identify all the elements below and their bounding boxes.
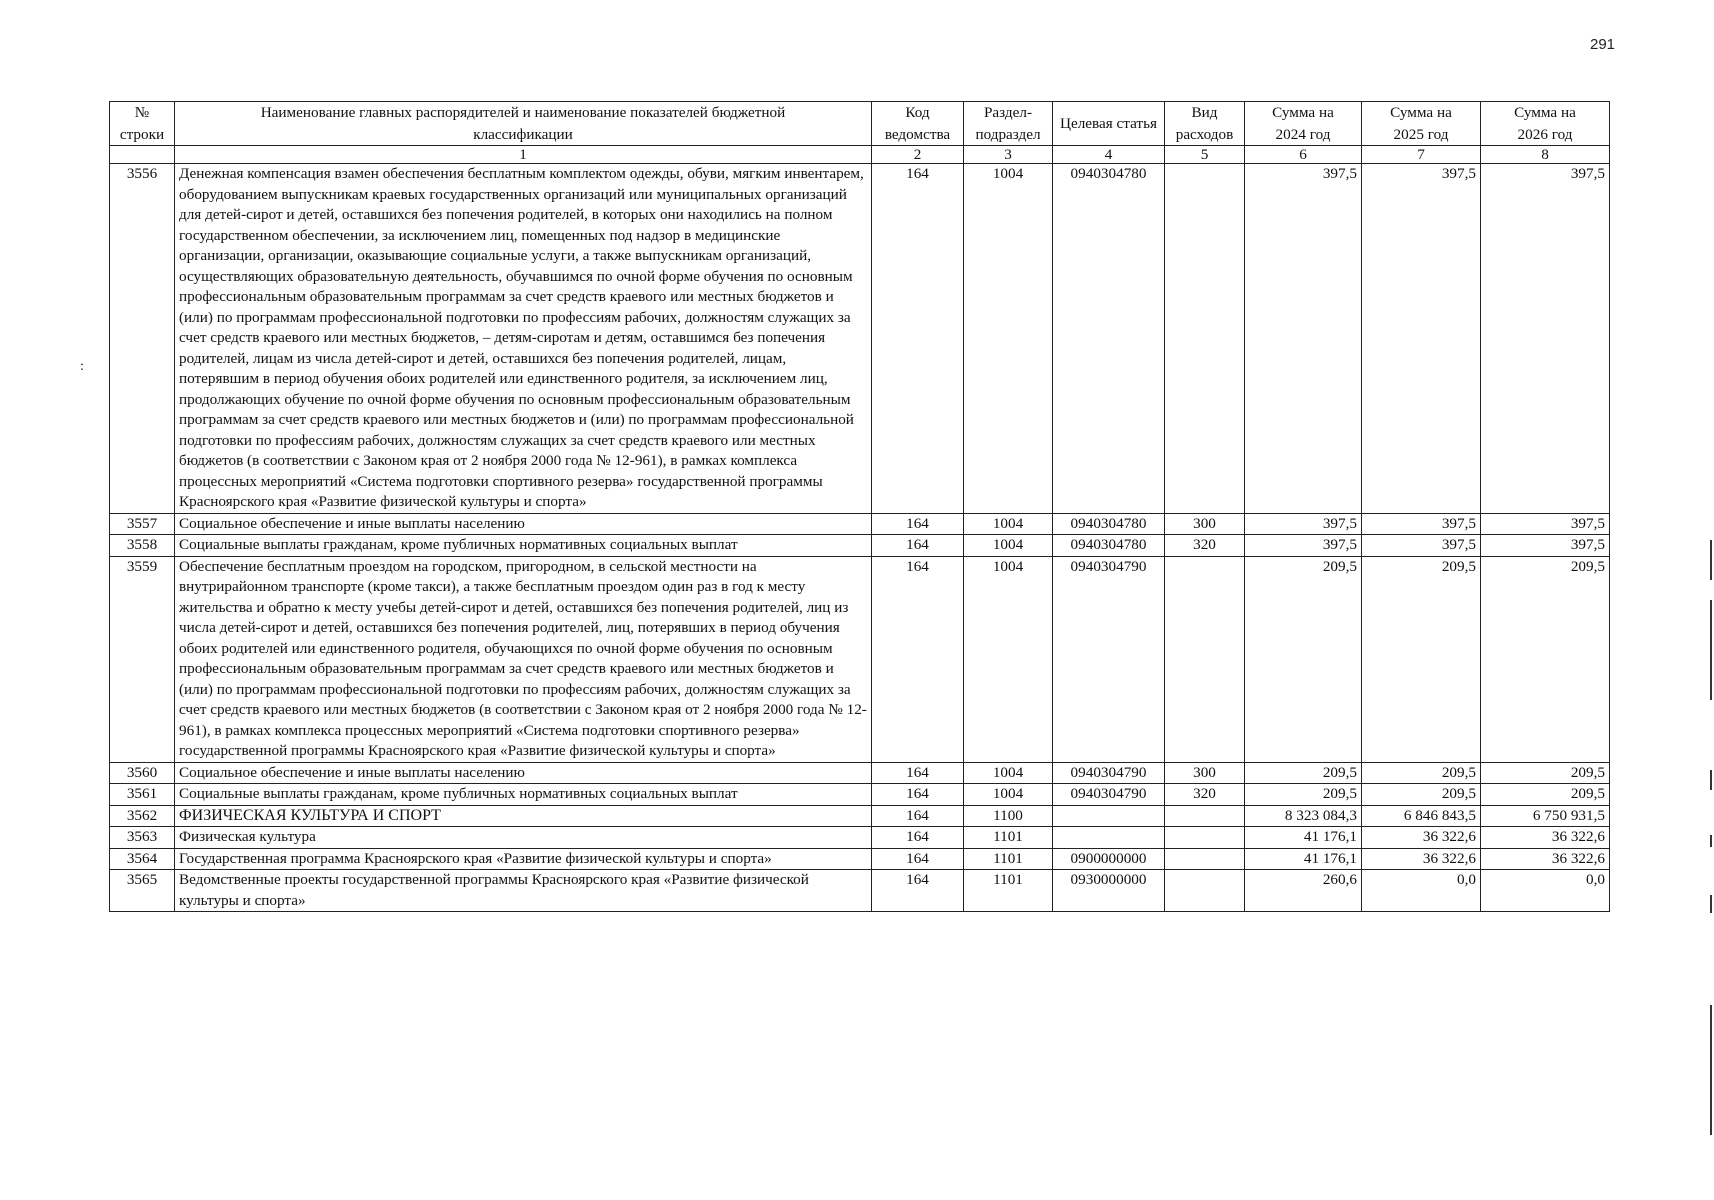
sum-2026-cell: 397,5 xyxy=(1481,164,1610,514)
table-row xyxy=(110,805,1610,827)
column-number: 3 xyxy=(964,146,1053,164)
sum-2024-cell: 41 176,1 xyxy=(1245,827,1362,849)
target-cell: 0900000000 xyxy=(1053,848,1165,870)
row-number-cell: 3563 xyxy=(110,827,175,849)
name-cell: Социальное обеспечение и иные выплаты населению xyxy=(175,762,872,784)
scan-edge-mark xyxy=(1710,770,1712,790)
expense-type-cell: 320 xyxy=(1165,535,1245,557)
scan-edge-mark xyxy=(1710,895,1712,913)
name-cell: Обеспечение бесплатным проездом на городском, пригородном, в сельской местности на внутрирайонном транспорте (кроме такси), а также бесплатным проездом один раз в год к месту жительства и обратно к месту учебы детей-сирот и детей, оставшихся без попечения родителей, лиц из числа детей-сирот и детей, оставшихся без попечения родителей, лиц, потерявших в период обучения обоих родителей или единственного родителя, обучающихся по очной форме обучения по основным профессиональным образовательным программам за счет средств краевого или местных бюджетов и (или) по программам профессиональной подготовки по профессиям рабочих, должностям служащих за счет средств краевого или местных бюджетов (в соответствии с Законом края от 2 ноября 2000 года № 12-961), в рамках комплекса процессных мероприятий «Система подготовки спортивного резерва» государственной программы Красноярского края «Развитие физической культуры и спорта» xyxy=(175,556,872,762)
name-cell: ФИЗИЧЕСКАЯ КУЛЬТУРА И СПОРТ xyxy=(175,805,872,827)
row-number-cell: 3558 xyxy=(110,535,175,557)
table-row xyxy=(110,513,1610,535)
section-cell: 1101 xyxy=(964,848,1053,870)
dept-code-cell: 164 xyxy=(872,164,964,514)
sum-2024-cell: 397,5 xyxy=(1245,535,1362,557)
expense-type-cell: 320 xyxy=(1165,784,1245,806)
name-cell: Социальные выплаты гражданам, кроме публичных нормативных социальных выплат xyxy=(175,535,872,557)
table-row xyxy=(110,535,1610,557)
margin-mark: : xyxy=(80,359,84,374)
target-cell: 0940304780 xyxy=(1053,513,1165,535)
dept-code-cell: 164 xyxy=(872,784,964,806)
table-row xyxy=(110,870,1610,912)
sum-2025-cell: 36 322,6 xyxy=(1362,827,1481,849)
sum-2026-cell: 36 322,6 xyxy=(1481,827,1610,849)
header-sum-2024: Сумма на 2024 год xyxy=(1245,102,1362,146)
row-number-cell: 3564 xyxy=(110,848,175,870)
table-row xyxy=(110,164,1610,514)
section-cell: 1004 xyxy=(964,762,1053,784)
sum-2026-cell: 209,5 xyxy=(1481,762,1610,784)
target-cell: 0940304790 xyxy=(1053,784,1165,806)
target-cell: 0940304780 xyxy=(1053,535,1165,557)
column-number-row xyxy=(110,146,1610,164)
header-section: Раздел-подраздел xyxy=(964,102,1053,146)
header-expense-type: Вид расходов xyxy=(1165,102,1245,146)
column-number: 1 xyxy=(175,146,872,164)
scan-edge-mark xyxy=(1710,540,1712,580)
header-row-number: № строки xyxy=(110,102,175,146)
table-row xyxy=(110,848,1610,870)
sum-2026-cell: 397,5 xyxy=(1481,535,1610,557)
dept-code-cell: 164 xyxy=(872,848,964,870)
dept-code-cell: 164 xyxy=(872,535,964,557)
sum-2026-cell: 209,5 xyxy=(1481,556,1610,762)
row-number-cell: 3561 xyxy=(110,784,175,806)
sum-2024-cell: 397,5 xyxy=(1245,513,1362,535)
sum-2025-cell: 36 322,6 xyxy=(1362,848,1481,870)
sum-2025-cell: 397,5 xyxy=(1362,535,1481,557)
sum-2024-cell: 41 176,1 xyxy=(1245,848,1362,870)
section-cell: 1101 xyxy=(964,827,1053,849)
sum-2025-cell: 209,5 xyxy=(1362,762,1481,784)
header-sum-2025: Сумма на 2025 год xyxy=(1362,102,1481,146)
target-cell xyxy=(1053,827,1165,849)
section-cell: 1004 xyxy=(964,535,1053,557)
sum-2026-cell: 6 750 931,5 xyxy=(1481,805,1610,827)
target-cell: 0940304780 xyxy=(1053,164,1165,514)
row-number-cell: 3565 xyxy=(110,870,175,912)
sum-2024-cell: 260,6 xyxy=(1245,870,1362,912)
name-cell: Ведомственные проекты государственной программы Красноярского края «Развитие физической культуры и спорта» xyxy=(175,870,872,912)
scan-edge-mark xyxy=(1710,1005,1712,1135)
column-number: 5 xyxy=(1165,146,1245,164)
sum-2025-cell: 6 846 843,5 xyxy=(1362,805,1481,827)
header-target: Целевая статья xyxy=(1053,102,1165,146)
sum-2025-cell: 0,0 xyxy=(1362,870,1481,912)
expense-type-cell xyxy=(1165,870,1245,912)
sum-2025-cell: 209,5 xyxy=(1362,556,1481,762)
expense-type-cell xyxy=(1165,848,1245,870)
column-number: 7 xyxy=(1362,146,1481,164)
sum-2026-cell: 397,5 xyxy=(1481,513,1610,535)
section-cell: 1004 xyxy=(964,784,1053,806)
target-cell: 0940304790 xyxy=(1053,762,1165,784)
table-row xyxy=(110,827,1610,849)
sum-2024-cell: 8 323 084,3 xyxy=(1245,805,1362,827)
budget-table xyxy=(109,101,1610,912)
page-number: 291 xyxy=(1590,36,1616,53)
header-name: Наименование главных распорядителей и наименование показателей бюджетной классификации xyxy=(175,102,872,146)
section-cell: 1004 xyxy=(964,164,1053,514)
table-row xyxy=(110,762,1610,784)
sum-2024-cell: 209,5 xyxy=(1245,556,1362,762)
sum-2025-cell: 397,5 xyxy=(1362,164,1481,514)
row-number-cell: 3562 xyxy=(110,805,175,827)
sum-2024-cell: 397,5 xyxy=(1245,164,1362,514)
name-cell: Социальные выплаты гражданам, кроме публичных нормативных социальных выплат xyxy=(175,784,872,806)
header-sum-2026: Сумма на 2026 год xyxy=(1481,102,1610,146)
section-cell: 1004 xyxy=(964,556,1053,762)
dept-code-cell: 164 xyxy=(872,827,964,849)
expense-type-cell xyxy=(1165,164,1245,514)
name-cell: Социальное обеспечение и иные выплаты населению xyxy=(175,513,872,535)
expense-type-cell xyxy=(1165,556,1245,762)
name-cell: Государственная программа Красноярского края «Развитие физической культуры и спорта» xyxy=(175,848,872,870)
sum-2025-cell: 397,5 xyxy=(1362,513,1481,535)
sum-2024-cell: 209,5 xyxy=(1245,784,1362,806)
dept-code-cell: 164 xyxy=(872,805,964,827)
column-number: 6 xyxy=(1245,146,1362,164)
scan-edge-mark xyxy=(1710,835,1712,847)
sum-2026-cell: 0,0 xyxy=(1481,870,1610,912)
table-row xyxy=(110,784,1610,806)
header-dept-code: Код ведомства xyxy=(872,102,964,146)
column-number: 8 xyxy=(1481,146,1610,164)
table-row xyxy=(110,556,1610,762)
sum-2026-cell: 36 322,6 xyxy=(1481,848,1610,870)
name-cell: Денежная компенсация взамен обеспечения бесплатным комплектом одежды, обуви, мягким инвентарем, оборудованием выпускникам краевых государственных организаций или муниципальных организаций для детей-сирот и детей, оставшихся без попечения родителей, в которых они находились на полном государственном обеспечении, за исключением лиц, помещенных под надзор в медицинские организации, организации, оказывающие социальные услуги, а также выпускникам организаций, осуществляющих образовательную деятельность, обучавшимся по очной форме обучения по основным профессиональным образовательным программам за счет средств краевого или местных бюджетов и (или) по программам профессиональной подготовки по профессиям рабочих, должностям служащих за счет средств краевого или местных бюджетов, – детям-сиротам и детям, оставшимся без попечения родителей, лицам из числа детей-сирот и детей, оставшихся без попечения родителей, лицам, потерявшим в период обучения обоих родителей или единственного родителя, за исключением лиц, продолжающих обучение по очной форме обучения по основным профессиональным образовательным программам за счет средств краевого или местных бюджетов и (или) по программам профессиональной подготовки по профессиям рабочих, должностям служащих за счет средств краевого или местных бюджетов (в соответствии с Законом края от 2 ноября 2000 года № 12-961), в рамках комплекса процессных мероприятий «Система подготовки спортивного резерва» государственной программы Красноярского края «Развитие физической культуры и спорта» xyxy=(175,164,872,514)
scan-edge-mark xyxy=(1710,600,1712,700)
section-cell: 1101 xyxy=(964,870,1053,912)
target-cell: 0940304790 xyxy=(1053,556,1165,762)
header-row xyxy=(110,102,1610,146)
expense-type-cell xyxy=(1165,827,1245,849)
target-cell: 0930000000 xyxy=(1053,870,1165,912)
section-cell: 1100 xyxy=(964,805,1053,827)
column-number: 2 xyxy=(872,146,964,164)
dept-code-cell: 164 xyxy=(872,870,964,912)
sum-2026-cell: 209,5 xyxy=(1481,784,1610,806)
sum-2025-cell: 209,5 xyxy=(1362,784,1481,806)
row-number-cell: 3560 xyxy=(110,762,175,784)
row-number-cell: 3557 xyxy=(110,513,175,535)
sum-2024-cell: 209,5 xyxy=(1245,762,1362,784)
row-number-cell: 3556 xyxy=(110,164,175,514)
row-number-cell: 3559 xyxy=(110,556,175,762)
target-cell xyxy=(1053,805,1165,827)
name-cell: Физическая культура xyxy=(175,827,872,849)
dept-code-cell: 164 xyxy=(872,556,964,762)
table-body xyxy=(110,164,1610,912)
expense-type-cell: 300 xyxy=(1165,762,1245,784)
column-number: 4 xyxy=(1053,146,1165,164)
section-cell: 1004 xyxy=(964,513,1053,535)
dept-code-cell: 164 xyxy=(872,513,964,535)
expense-type-cell xyxy=(1165,805,1245,827)
dept-code-cell: 164 xyxy=(872,762,964,784)
column-number xyxy=(110,146,175,164)
expense-type-cell: 300 xyxy=(1165,513,1245,535)
